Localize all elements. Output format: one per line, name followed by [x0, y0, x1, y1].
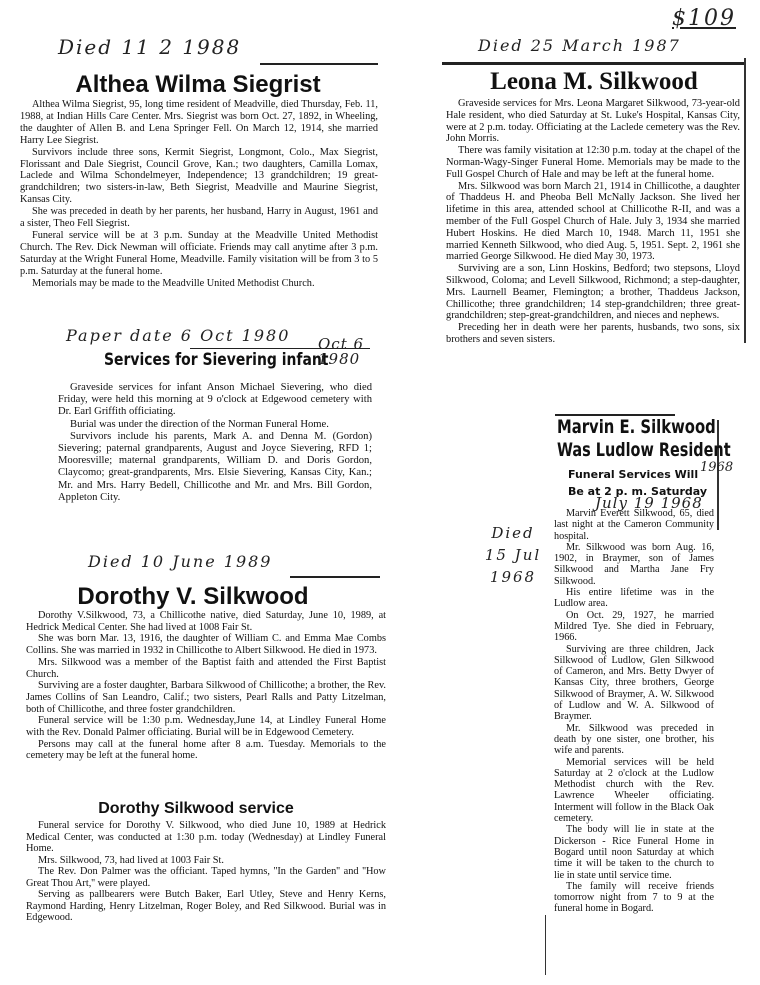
handwritten-line: 15 Jul — [484, 546, 542, 564]
headline: Services for Sievering infant — [104, 350, 329, 370]
page-number: $109 — [672, 6, 736, 31]
handwritten-paper-date: Paper date 6 Oct 1980 — [66, 326, 291, 345]
column-border — [717, 420, 719, 530]
handwritten-line: Died — [491, 524, 535, 542]
paragraph: Mrs. Silkwood was born March 21, 1914 in Chillicothe, a daughter of Thaddeus H. and Pheoba Bell McNally Jackson. She lived her lifetime in this area, attended school at Chillicothe R-II, and was a member of the Full Gospel Church of Hale. July 3, 1934 she married Hubert Hoskins. He died March 10, 1948. March 11, 1951 she married Kenneth Silkwood, who died Aug. 5, 1951. Sept. 2, 1961 she married George Silkwood. He died May 30, 1973. — [446, 180, 740, 263]
paragraph: Serving as pallbearers were Butch Baker, Earl Utley, Steve and Henry Kerns, Raymond Harding, Henry Litzelman, Roger Boley, and Red Silkwood. Burial was in Edgewood. — [26, 889, 386, 923]
paragraph: Burial was under the direction of the Norman Funeral Home. — [70, 418, 329, 430]
divider — [290, 576, 380, 578]
paragraph: Funeral service for Dorothy V. Silkwood, who died June 10, 1989 at Hedrick Medical Center, was conducted at 1:30 p.m. today (Wednesday) at Lindley Funeral Home. — [26, 820, 386, 854]
paragraph: Mrs. Silkwood was a member of the Baptist faith and attended the First Baptist Church. — [26, 656, 386, 680]
paragraph: Preceding her in death were her parents, husbands, two sons, six brothers and seven sisters. — [446, 322, 740, 345]
handwritten-margin-date: Oct 6 1980 — [318, 335, 365, 368]
handwritten-death-date: Died 10 June 1989 — [88, 552, 273, 571]
headline: Dorothy Silkwood service — [98, 800, 294, 817]
divider — [442, 62, 744, 65]
paragraph: Surviving are a son, Linn Hoskins, Bedford; two stepsons, Lloyd Silkwood, Coloma; and Levell Silkwood, Richmond; a step-daughter, Mrs. Laurnell Beamer, Flemington; a brother, Thaddeus Jackson, Chillicothe; three grandchildren; 14 step-grandchildren; three great-grandchildren; step-great-grandchildren, and nieces and nephews. — [446, 263, 740, 322]
paragraph: Dorothy V.Silkwood, 73, a Chillicothe native, died Saturday, June 10, 1989, at Hedrick Medical Center. She had lived at 1008 Fair St. — [26, 610, 386, 633]
paragraph: Marvin Everett Silkwood, 65, died last night at the Cameron Community hospital. — [554, 508, 714, 542]
headline-line-2: Was Ludlow Resident — [557, 439, 731, 461]
paragraph: Memorial services will be held Saturday at 2 o'clock at the Ludlow Methodist church with the Rev. Lawrence Wheeler officiating. Interment will follow in the Black Oak cemetery. — [554, 756, 714, 825]
article-body — [26, 610, 386, 762]
paragraph: The family will receive friends tomorrow night from 7 to 9 at the funeral home in Bogard. — [554, 880, 714, 915]
column-border — [744, 58, 746, 343]
paragraph: On Oct. 29, 1927, he married Mildred Tye. She died in February, 1966. — [554, 609, 714, 644]
paragraph: Funeral service will be at 3 p.m. Sunday at the Meadville United Methodist Church. The Rev. Dick Newman will officiate. Friends may call anytime after 3 p.m. Saturday at the Wright Funeral Home, Meadville. Family visitation will be from 3 to 5 p.m. Saturday at the funeral home. — [20, 229, 378, 277]
subheadline-line-1: Funeral Services Will — [568, 468, 699, 481]
article-body — [20, 99, 378, 290]
paragraph: Althea Wilma Siegrist, 95, long time resident of Meadville, died Thursday, Feb. 11, 1988, at Indian Hills Care Center. Mrs. Siegrist was born Oct. 27, 1892, in Wheeling, the daughter of Allen B. and Lena Springer Fell. On March 12, 1914, she married Harry Lee Siegrist. — [20, 99, 378, 146]
article-body — [554, 508, 714, 915]
paragraph: Mrs. Silkwood, 73, had lived at 1003 Fair St. — [38, 854, 224, 866]
headline: Althea Wilma Siegrist — [75, 71, 321, 98]
paragraph: Memorials may be made to the Meadville United Methodist Church. — [32, 277, 315, 289]
paragraph: Funeral service will be 1:30 p.m. Wednesday,June 14, at Lindley Funeral Home with the Rev. Donald Palmer officiating. Burial will be in Edgewood Cemetery. — [26, 715, 386, 739]
paragraph: She was preceded in death by her parents, her husband, Harry in August, 1961 and a sister, Theo Fell Siegrist. — [20, 206, 378, 230]
paragraph: She was born Mar. 13, 1916, the daughter of William C. and Emma Mae Combs Collins. She was married in 1932 in Chillicothe to Albert Silkwood. He died in 1973. — [26, 633, 386, 657]
paragraph: Surviving are three children, Jack Silkwood of Ludlow, Glen Silkwood of Cameron, and Mrs. Betty Dwyer of Kansas City, three brothers, George Silkwood of Braymer, A. W. Silkwood of Ludlow and W. A. Silkwood of Braymer. — [554, 643, 714, 723]
handwritten-line: 1968 — [489, 568, 537, 586]
headline: Leona M. Silkwood — [490, 68, 698, 95]
paragraph: His entire lifetime was in the Ludlow area. — [554, 587, 714, 610]
handwritten-death-date: Died 11 2 1988 — [58, 35, 242, 59]
headline-line-1: Marvin E. Silkwood — [557, 416, 716, 438]
paragraph: Survivors include three sons, Kermit Siegrist, Longmont, Colo., Max Siegrist, Florissant and Dale Siegrist, Council Grove, Kan.; two daughters, Camilla Lomax, Laclede and Wilma Schondelmeyer, Independence; 13 grandchildren; 19 great-grandchildren; two sisters-in-law, Beth Siegrist, Meadville and Maurine Siegrist, Kansas City. — [20, 146, 378, 206]
paragraph: Mr. Silkwood was born Aug. 16, 1902, in Braymer, son of James Silkwood and Martha Jane Fry Silkwood. — [554, 541, 714, 587]
paragraph: The Rev. Don Palmer was the officiant. Taped hymns, ''In the Garden'' and ''How Great Thou Art,'' were played. — [26, 866, 386, 889]
handwritten-death-date: Died 25 March 1987 — [478, 36, 681, 55]
paragraph: There was family visitation at 12:30 p.m. today at the chapel of the Norman-Wagy-Singer Funeral Home. Memorials may be made to the Full Gospel Church of Hale and may be left at the funeral home. — [446, 145, 740, 180]
paragraph: Mr. Silkwood was preceded in death by one sister, one brother, his wife and parents. — [554, 722, 714, 757]
paragraph: Survivors include his parents, Mark A. and Denna M. (Gordon) Sievering; paternal grandparents, August and Joyce Sievering, RFD 1; Mooresville; maternal grandparents, William D. and Doris Gordon, Claycomo; great-grandparents, Mrs. Elsie Sievering, Kansas City, Kan.; Mr. and Mrs. Harry Bedell, Chillicothe and Mr. and Mrs. Bill Gordon, Appleton City. — [58, 430, 372, 503]
paragraph: Graveside services for Mrs. Leona Margaret Silkwood, 73-year-old Hale resident, who died Saturday at St. Luke's Hospital, Kansas City, were at 2 p.m. today. Officiating at the Laclede cemetery was the Rev. John Morris. — [446, 98, 740, 145]
paragraph: The body will lie in state at the Dickerson - Rice Funeral Home in Bogard until noon Saturday at which time it will be taken to the church to lie in state until service time. — [554, 824, 714, 881]
article-body — [26, 820, 386, 924]
paragraph: Graveside services for infant Anson Michael Sievering, who died Friday, were held this morning at 9 o'clock at Edgewood cemetery with Dr. Earl Griffith officiating. — [58, 382, 372, 418]
handwritten-date: July 19 1968 — [595, 494, 703, 512]
headline: Dorothy V. Silkwood — [77, 583, 309, 610]
handwritten-year: 1968 — [700, 460, 734, 475]
divider — [260, 63, 378, 65]
paragraph: Surviving are a foster daughter, Barbara Silkwood of Chillicothe; a brother, the Rev. James Collins of San Leandro, Calif.; two sisters, Pearl Ralls and Patty Litzelman, both of Chillicothe, and three foster grandchildren. — [26, 680, 386, 715]
subheadline-line-2: Be at 2 p. m. Saturday — [568, 485, 708, 498]
article-body — [58, 382, 372, 504]
column-border — [545, 915, 546, 975]
handwritten-margin-date — [478, 522, 548, 588]
paragraph: Persons may call at the funeral home after 8 a.m. Tuesday. Memorials to the cemetery may be left at the funeral home. — [26, 738, 386, 762]
article-body — [446, 98, 740, 346]
